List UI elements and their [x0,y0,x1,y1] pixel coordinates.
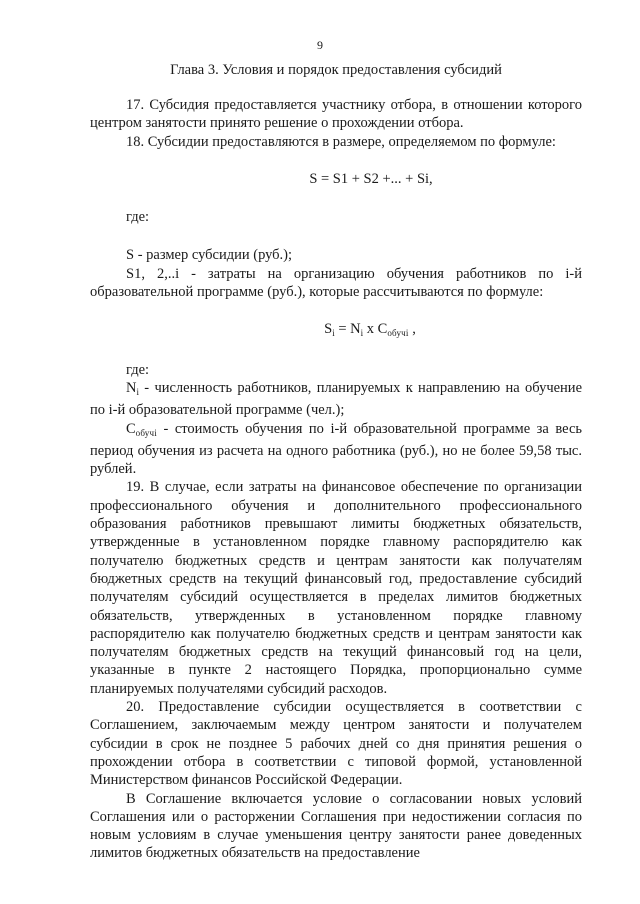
paragraph-17: 17. Субсидия предоставляется участнику отбора, в отношении которого центром занятости принято решение о прохождении отбора. [90,97,582,132]
paragraph-19: 19. В случае, если затраты на финансовое обеспечение по организации профессионального обучения и дополнительного профессионального образования работников превышают лимиты бюджетных обязательств, утвержденные в установленном порядке главному распорядителю как получателю бюджетных средств и центрам занятости как получателям бюджетных средств на текущий финансовый год, предоставление субсидий получателям субсидий осуществляется в пределах лимитов бюджетных обязательств, утвержденных в установленном порядке главному распорядителю как получателю бюджетных средств и центрам занятости как получателям бюджетных средств на текущий финансовый год на цели, указанные в пункте 2 настоящего Порядка, пропорционально сумме планируемых получателями субсидий расходов. [90,479,582,697]
paragraph-18: 18. Субсидии предоставляются в размере, определяемом по формуле: [126,133,556,150]
paragraph-20: 20. Предоставление субсидии осуществляется в соответствии с Соглашением, заключаемым между центром занятости и получателем субсидии в срок не позднее 5 рабочих дней со дня принятия решения о прохождении отбора в соответствии с типовой формой, установленной Министерством финансов Российской Федерации. [90,699,582,789]
where-label-1: где: [126,209,150,226]
definition-c-text: - стоимость обучения по i-й образовательной программе за весь период обучения из расчета на одного работника (руб.), но не более 59,58 тыс. рублей. [90,420,582,478]
spacer [90,226,582,246]
document-body [90,96,582,863]
definition-si: S1, 2,..i - затраты на организацию обучения работников по i-й образовательной программе (руб.), которые рассчитываются по формуле: [90,265,582,301]
formula-times-c: x C [363,321,388,338]
formula-comma: , [408,321,416,338]
symbol-n: N [126,379,137,396]
page-number: 9 [317,38,323,52]
formula-subsidy-total: S = S1 + S2 +... + Si, [309,170,433,187]
formula-subscript-s: i [332,328,335,339]
subscript-c: обучi [135,427,157,438]
formula-equals-n: = N [334,321,361,338]
subscript-n: i [136,386,139,397]
definition-ni [90,379,582,420]
formula-symbol-s: S [324,321,333,338]
chapter-title: Глава 3. Условия и порядок предоставления субсидий [170,62,502,78]
formula-subscript-c: обучi [387,328,409,339]
definition-s: S - размер субсидии (руб.); [126,247,293,264]
where-label-2: где: [126,361,150,378]
definition-ni-text: - численность работников, планируемых к направлению на обучение по i-й образовательной программе (чел.); [90,379,582,419]
definition-c [90,420,582,479]
symbol-c: C [126,420,136,437]
formula-subsidy-per-program [90,320,582,342]
formula-subscript-n: i [360,328,364,339]
paragraph-agreement: В Соглашение включается условие о согласовании новых условий Соглашения или о расторжении Соглашения при недостижении согласия по новым условиям в случае уменьшения центру занятости ранее доведенных лимитов бюджетных обязательств на предоставление [90,790,582,862]
